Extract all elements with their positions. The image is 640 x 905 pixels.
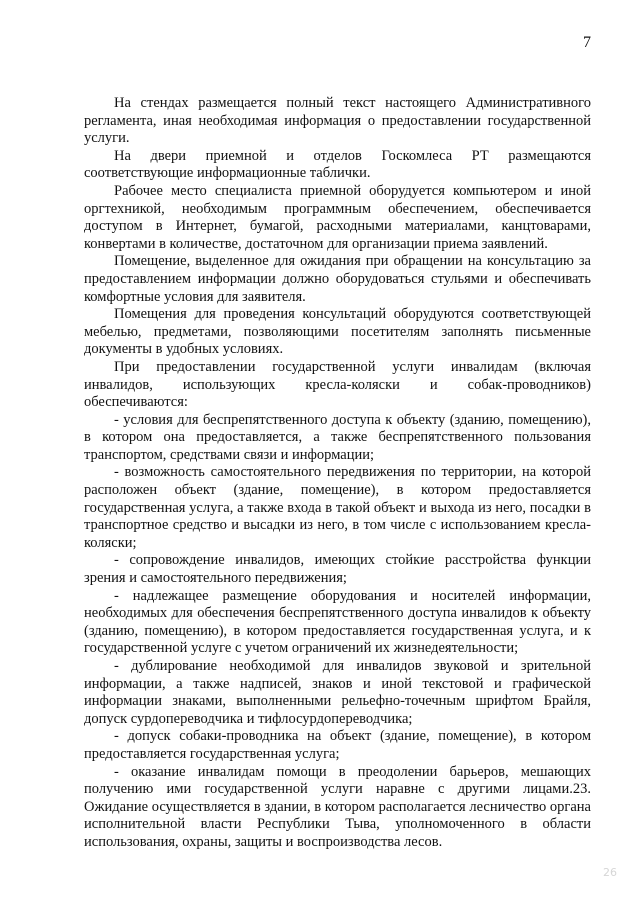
corner-mark: 26 (603, 866, 617, 879)
document-body (84, 95, 591, 852)
paragraph: Помещения для проведения консультаций оборудуются соответствующей мебелью, предметами, позволяющими посетителям заполнять письменные документы в удобных условиях. (84, 306, 591, 358)
paragraph: При предоставлении государственной услуги инвалидам (включая инвалидов, использующих кресла-коляски и собак-проводников) обеспечиваются: (84, 358, 591, 411)
list-item: - надлежащее размещение оборудования и носителей информации, необходимых для обеспечения беспрепятственного доступа инвалидов к объекту (зданию, помещению), в котором предоставляется государственная услуга, и к государственной услуге с учетом ограничений их жизнедеятельности; (84, 587, 591, 657)
list-item: - условия для беспрепятственного доступа к объекту (зданию, помещению), в котором она предоставляется, а также беспрепятственного пользования транспортом, средствами связи и информации; (84, 411, 591, 463)
list-item: - оказание инвалидам помощи в преодолении барьеров, мешающих получению ими государственной услуги наравне с другими лицами.23. Ожидание осуществляется в здании, в котором располагается лесничество органа исполнительной власти Республики Тыва, уполномоченного в области использования, охраны, защиты и воспроизводства лесов. (84, 763, 591, 850)
paragraph: На двери приемной и отделов Госкомлеса РТ размещаются соответствующие информационные таблички. (84, 147, 591, 182)
paragraph: На стендах размещается полный текст настоящего Административного регламента, иная необходимая информация о предоставлении государственной услуги. (84, 95, 591, 147)
page-number: 7 (583, 34, 591, 51)
paragraph: Помещение, выделенное для ожидания при обращении на консультацию за предоставлением информации должно оборудоваться стульями и обеспечивать комфортные условия для заявителя. (84, 253, 591, 305)
list-item: - допуск собаки-проводника на объект (здание, помещение), в котором предоставляется государственная услуга; (84, 728, 591, 762)
list-item: - возможность самостоятельного передвижения по территории, на которой расположен объект (здание, помещение), в котором предоставляется государственная услуга, а также входа в такой объект и выхода из него, посадки в транспортное средство и высадки из него, в том числе с использованием кресла-коляски; (84, 464, 591, 551)
list-item: - дублирование необходимой для инвалидов звуковой и зрительной информации, а также надписей, знаков и иной текстовой и графической информации знаками, выполненными рельефно-точечным шрифтом Брайля, допуск сурдопереводчика и тифлосурдопереводчика; (84, 658, 591, 727)
list-item: - сопровождение инвалидов, имеющих стойкие расстройства функции зрения и самостоятельного передвижения; (84, 552, 591, 587)
paragraph: Рабочее место специалиста приемной оборудуется компьютером и иной оргтехникой, необходимым программным обеспечением, обеспечивается доступом в Интернет, бумагой, расходными материалами, канцтоварами, конвертами в количестве, достаточном для организации приема заявлений. (84, 182, 591, 252)
